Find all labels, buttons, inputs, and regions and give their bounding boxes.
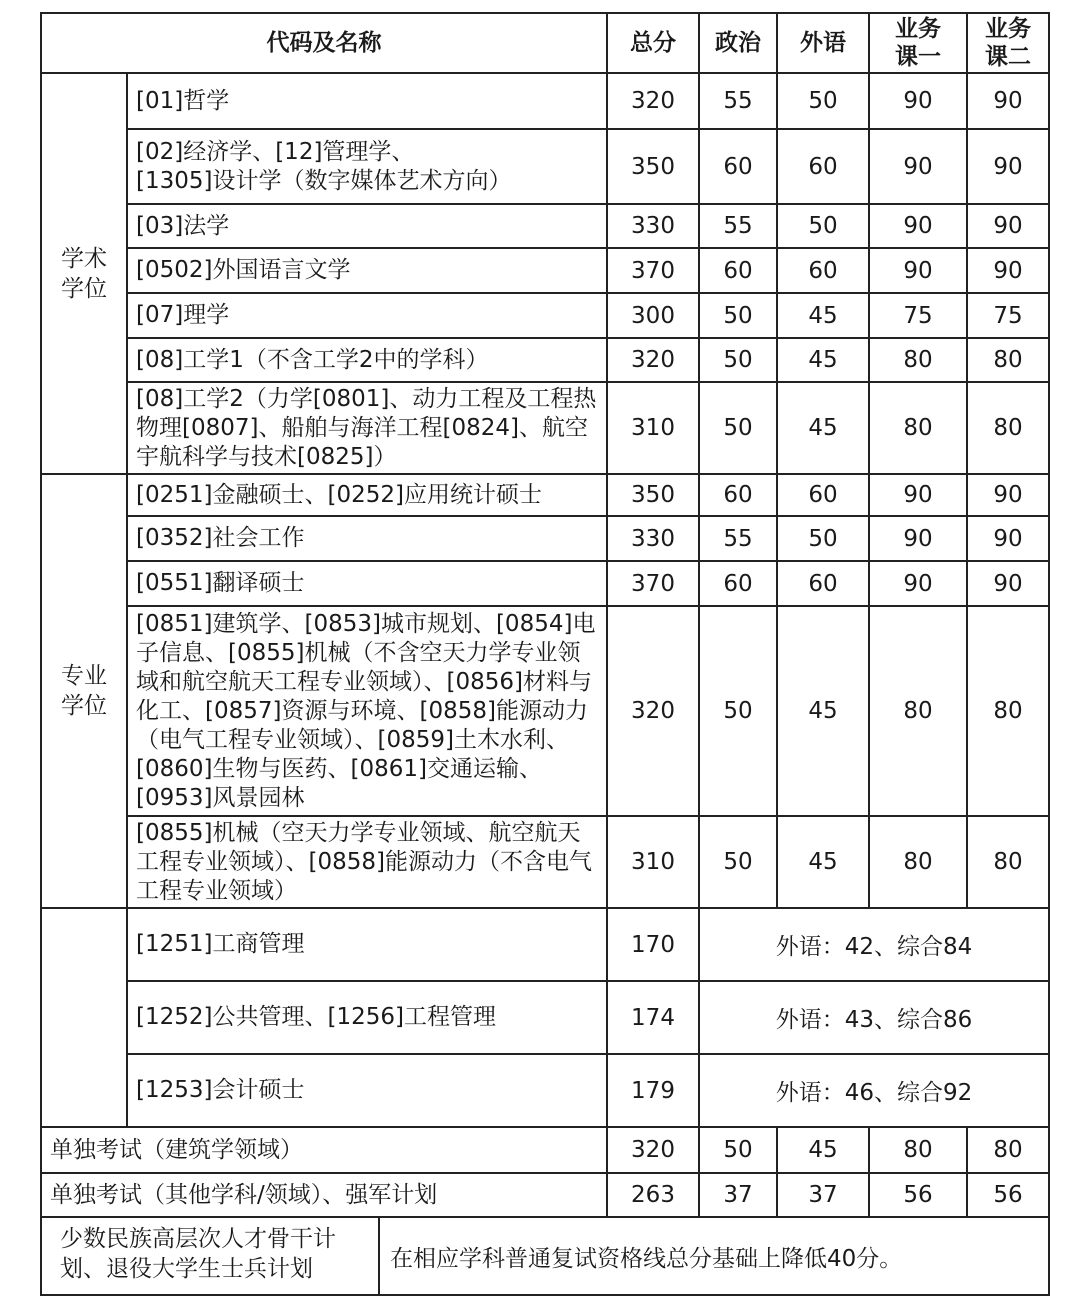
row-name: [08]工学2（力学[0801]、动力工程及工程热物理[0807]、船舶与海洋工程[0824]、航空宇航科学与技术[0825]）	[127, 382, 607, 474]
row-course1: 90	[869, 248, 967, 293]
row-course1: 80	[869, 382, 967, 474]
row-foreign: 45	[777, 606, 869, 816]
table-row	[41, 129, 1049, 204]
row-politics: 60	[699, 474, 777, 516]
row-course1: 90	[869, 204, 967, 248]
row-name: 单独考试（建筑学领域）	[41, 1127, 607, 1173]
row-total: 263	[607, 1173, 699, 1217]
row-politics: 50	[699, 816, 777, 908]
row-foreign: 45	[777, 338, 869, 382]
category-professional-cont	[41, 908, 127, 1127]
row-name: [08]工学1（不含工学2中的学科）	[127, 338, 607, 382]
row-foreign: 60	[777, 474, 869, 516]
minority-row-inner	[50, 1218, 1040, 1294]
minority-name: 少数民族高层次人才骨干计划、退役大学生士兵计划	[50, 1218, 380, 1294]
row-politics: 50	[699, 606, 777, 816]
header-name: 代码及名称	[41, 13, 607, 73]
row-name: [1251]工商管理	[127, 908, 607, 981]
table-row	[41, 73, 1049, 129]
table-row	[41, 382, 1049, 474]
row-course1: 90	[869, 474, 967, 516]
table-header-row	[41, 13, 1049, 73]
table-row	[41, 981, 1049, 1054]
row-course2: 80	[967, 1127, 1049, 1173]
row-total: 350	[607, 474, 699, 516]
row-course2: 90	[967, 73, 1049, 129]
row-course1: 80	[869, 606, 967, 816]
table-row	[41, 338, 1049, 382]
row-name: [0551]翻译硕士	[127, 561, 607, 606]
row-course2: 90	[967, 474, 1049, 516]
row-course2: 75	[967, 293, 1049, 338]
row-course2: 90	[967, 561, 1049, 606]
row-course1: 90	[869, 516, 967, 561]
row-foreign: 45	[777, 293, 869, 338]
row-total: 330	[607, 204, 699, 248]
row-course2: 90	[967, 204, 1049, 248]
table-row	[41, 1054, 1049, 1127]
table-row	[41, 516, 1049, 561]
row-total: 320	[607, 338, 699, 382]
row-total: 320	[607, 73, 699, 129]
row-name: [0851]建筑学、[0853]城市规划、[0854]电子信息、[0855]机械（不含空天力学专业领域和航空航天工程专业领域）、[0856]材料与化工、[0857]资源与环境、[0858]能源动力（电气工程专业领域）、[0859]土木水利、[0860]生物与医药、[0861]交通运输、[0953]风景园林	[127, 606, 607, 816]
row-name: [0352]社会工作	[127, 516, 607, 561]
row-name: [0855]机械（空天力学专业领域、航空航天工程专业领域）、[0858]能源动力（不含电气工程专业领域）	[127, 816, 607, 908]
row-total: 320	[607, 1127, 699, 1173]
table-row	[41, 816, 1049, 908]
row-foreign: 45	[777, 816, 869, 908]
row-course2: 56	[967, 1173, 1049, 1217]
row-name: [1252]公共管理、[1256]工程管理	[127, 981, 607, 1054]
row-course1: 75	[869, 293, 967, 338]
row-politics: 55	[699, 73, 777, 129]
header-foreign: 外语	[777, 13, 869, 73]
row-course1: 80	[869, 816, 967, 908]
row-foreign: 60	[777, 561, 869, 606]
row-detail: 外语：42、综合84	[699, 908, 1049, 981]
table-row	[41, 293, 1049, 338]
row-foreign: 60	[777, 129, 869, 204]
row-total: 174	[607, 981, 699, 1054]
row-total: 350	[607, 129, 699, 204]
row-course1: 80	[869, 338, 967, 382]
row-total: 300	[607, 293, 699, 338]
row-name: [03]法学	[127, 204, 607, 248]
row-course2: 80	[967, 382, 1049, 474]
category-professional: 专业学位	[41, 474, 127, 908]
row-politics: 60	[699, 561, 777, 606]
row-foreign: 50	[777, 516, 869, 561]
row-total: 330	[607, 516, 699, 561]
row-total: 170	[607, 908, 699, 981]
category-academic: 学术学位	[41, 73, 127, 474]
row-course1: 90	[869, 129, 967, 204]
row-politics: 60	[699, 248, 777, 293]
row-name: [0251]金融硕士、[0252]应用统计硕士	[127, 474, 607, 516]
score-line-table	[40, 12, 1050, 1296]
row-name: [01]哲学	[127, 73, 607, 129]
row-course2: 90	[967, 516, 1049, 561]
row-course2: 80	[967, 816, 1049, 908]
row-politics: 50	[699, 338, 777, 382]
header-total: 总分	[607, 13, 699, 73]
table-row	[41, 474, 1049, 516]
row-foreign: 60	[777, 248, 869, 293]
row-name: [1253]会计硕士	[127, 1054, 607, 1127]
minority-note: 在相应学科普通复试资格线总分基础上降低40分。	[390, 1245, 903, 1272]
row-total: 310	[607, 816, 699, 908]
table-row	[41, 1127, 1049, 1173]
row-course2: 80	[967, 338, 1049, 382]
row-name: [0502]外国语言文学	[127, 248, 607, 293]
row-course1: 90	[869, 561, 967, 606]
row-politics: 55	[699, 204, 777, 248]
row-total: 370	[607, 561, 699, 606]
header-course1: 业务课一	[869, 13, 967, 73]
header-course2: 业务课二	[967, 13, 1049, 73]
row-course2: 80	[967, 606, 1049, 816]
row-name: [02]经济学、[12]管理学、 [1305]设计学（数字媒体艺术方向）	[127, 129, 607, 204]
row-politics: 50	[699, 293, 777, 338]
table-row	[41, 561, 1049, 606]
table-row	[41, 1173, 1049, 1217]
row-foreign: 37	[777, 1173, 869, 1217]
row-politics: 50	[699, 1127, 777, 1173]
table-row	[41, 606, 1049, 816]
header-politics: 政治	[699, 13, 777, 73]
row-politics: 60	[699, 129, 777, 204]
minority-row	[41, 1217, 1049, 1295]
table-row	[41, 248, 1049, 293]
row-detail: 外语：46、综合92	[699, 1054, 1049, 1127]
row-foreign: 50	[777, 204, 869, 248]
table-row	[41, 908, 1049, 981]
row-politics: 55	[699, 516, 777, 561]
row-foreign: 50	[777, 73, 869, 129]
row-course1: 56	[869, 1173, 967, 1217]
row-total: 310	[607, 382, 699, 474]
row-foreign: 45	[777, 382, 869, 474]
table-row	[41, 1217, 1049, 1295]
row-detail: 外语：43、综合86	[699, 981, 1049, 1054]
row-course1: 90	[869, 73, 967, 129]
row-total: 370	[607, 248, 699, 293]
row-foreign: 45	[777, 1127, 869, 1173]
row-course1: 80	[869, 1127, 967, 1173]
row-total: 320	[607, 606, 699, 816]
row-name: 单独考试（其他学科/领域）、强军计划	[41, 1173, 607, 1217]
row-total: 179	[607, 1054, 699, 1127]
row-name: [07]理学	[127, 293, 607, 338]
table-row	[41, 204, 1049, 248]
row-politics: 37	[699, 1173, 777, 1217]
row-politics: 50	[699, 382, 777, 474]
row-course2: 90	[967, 129, 1049, 204]
row-course2: 90	[967, 248, 1049, 293]
